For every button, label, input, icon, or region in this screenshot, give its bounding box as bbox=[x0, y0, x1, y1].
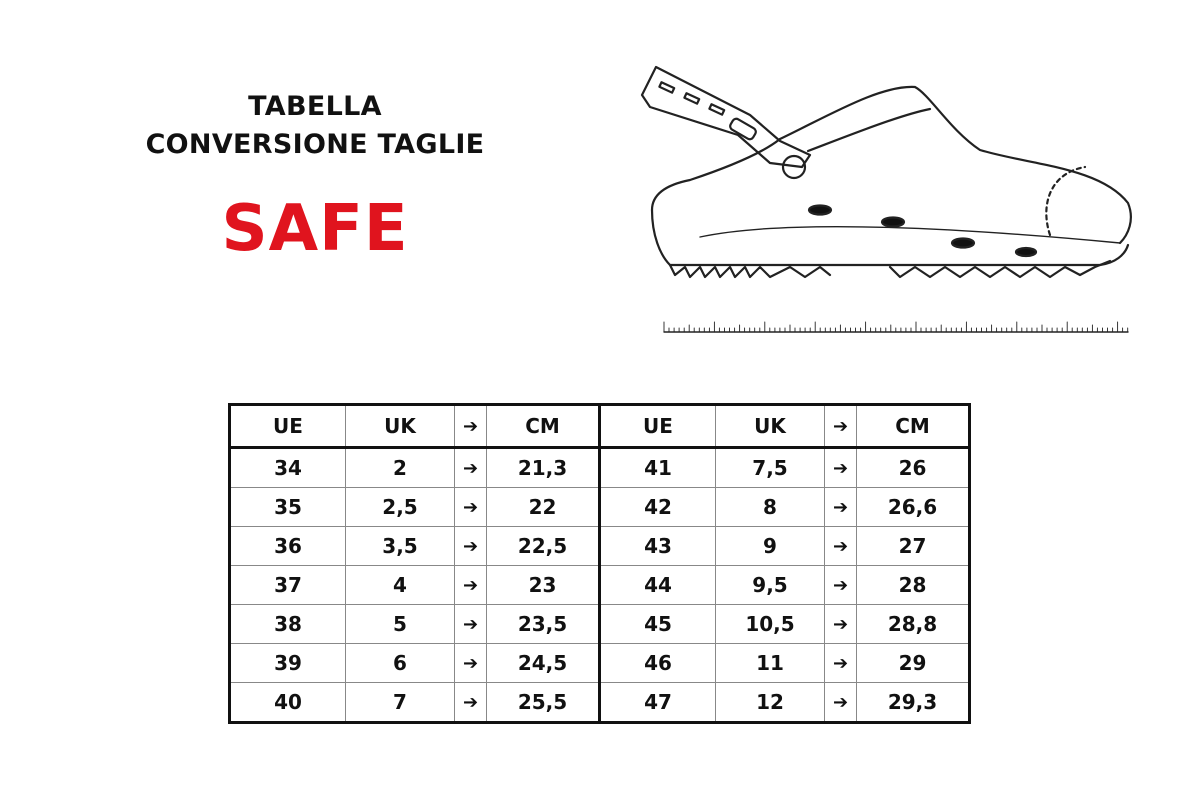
cell-cm: 29,3 bbox=[857, 683, 970, 723]
cell-uk: 12 bbox=[716, 683, 825, 723]
size-conversion-table bbox=[228, 403, 971, 724]
cell-uk: 8 bbox=[716, 488, 825, 527]
arrow-icon: ➔ bbox=[455, 683, 487, 723]
cell-cm: 26 bbox=[857, 448, 970, 488]
title-block bbox=[110, 88, 520, 264]
cell-cm: 22 bbox=[487, 488, 600, 527]
cell-cm: 26,6 bbox=[857, 488, 970, 527]
cell-ue: 43 bbox=[600, 527, 716, 566]
arrow-icon: ➔ bbox=[825, 605, 857, 644]
clog-shoe-icon bbox=[630, 55, 1140, 345]
cell-ue: 41 bbox=[600, 448, 716, 488]
cell-uk: 5 bbox=[346, 605, 455, 644]
cell-uk: 2 bbox=[346, 448, 455, 488]
cell-ue: 39 bbox=[230, 644, 346, 683]
table-row bbox=[230, 527, 970, 566]
cell-ue: 47 bbox=[600, 683, 716, 723]
arrow-icon: ➔ bbox=[825, 683, 857, 723]
cell-uk: 2,5 bbox=[346, 488, 455, 527]
cell-ue: 42 bbox=[600, 488, 716, 527]
table-row bbox=[230, 566, 970, 605]
cell-ue: 38 bbox=[230, 605, 346, 644]
header-cm: CM bbox=[857, 405, 970, 448]
cell-ue: 45 bbox=[600, 605, 716, 644]
table-header-row bbox=[230, 405, 970, 448]
arrow-icon: ➔ bbox=[455, 605, 487, 644]
cell-uk: 7,5 bbox=[716, 448, 825, 488]
arrow-icon: ➔ bbox=[455, 527, 487, 566]
cell-uk: 10,5 bbox=[716, 605, 825, 644]
cell-ue: 40 bbox=[230, 683, 346, 723]
arrow-icon: ➔ bbox=[825, 448, 857, 488]
cell-cm: 28,8 bbox=[857, 605, 970, 644]
cell-uk: 3,5 bbox=[346, 527, 455, 566]
cell-ue: 36 bbox=[230, 527, 346, 566]
table-row bbox=[230, 683, 970, 723]
cell-uk: 7 bbox=[346, 683, 455, 723]
header-ue: UE bbox=[230, 405, 346, 448]
cell-cm: 25,5 bbox=[487, 683, 600, 723]
header-ue: UE bbox=[600, 405, 716, 448]
arrow-icon: ➔ bbox=[455, 448, 487, 488]
arrow-icon: ➔ bbox=[825, 644, 857, 683]
cell-cm: 23,5 bbox=[487, 605, 600, 644]
title-line-1: TABELLA bbox=[248, 91, 382, 122]
table-row bbox=[230, 448, 970, 488]
cell-cm: 21,3 bbox=[487, 448, 600, 488]
brand-name: SAFE bbox=[221, 192, 409, 266]
arrow-icon: ➔ bbox=[455, 488, 487, 527]
cell-uk: 9,5 bbox=[716, 566, 825, 605]
arrow-icon: ➔ bbox=[825, 405, 857, 448]
cell-ue: 34 bbox=[230, 448, 346, 488]
arrow-icon: ➔ bbox=[455, 644, 487, 683]
header-uk: UK bbox=[716, 405, 825, 448]
arrow-icon: ➔ bbox=[825, 488, 857, 527]
cell-cm: 23 bbox=[487, 566, 600, 605]
cell-cm: 22,5 bbox=[487, 527, 600, 566]
header-cm: CM bbox=[487, 405, 600, 448]
arrow-icon: ➔ bbox=[455, 566, 487, 605]
arrow-icon: ➔ bbox=[455, 405, 487, 448]
cell-uk: 4 bbox=[346, 566, 455, 605]
cell-cm: 27 bbox=[857, 527, 970, 566]
table-row bbox=[230, 488, 970, 527]
cell-cm: 24,5 bbox=[487, 644, 600, 683]
cell-uk: 6 bbox=[346, 644, 455, 683]
cell-ue: 35 bbox=[230, 488, 346, 527]
arrow-icon: ➔ bbox=[825, 566, 857, 605]
cell-uk: 11 bbox=[716, 644, 825, 683]
cell-cm: 28 bbox=[857, 566, 970, 605]
header-uk: UK bbox=[346, 405, 455, 448]
cell-cm: 29 bbox=[857, 644, 970, 683]
table-row bbox=[230, 644, 970, 683]
title-line-2: CONVERSIONE TAGLIE bbox=[145, 129, 485, 160]
table-row bbox=[230, 605, 970, 644]
cell-ue: 46 bbox=[600, 644, 716, 683]
cell-ue: 37 bbox=[230, 566, 346, 605]
cell-ue: 44 bbox=[600, 566, 716, 605]
cell-uk: 9 bbox=[716, 527, 825, 566]
arrow-icon: ➔ bbox=[825, 527, 857, 566]
